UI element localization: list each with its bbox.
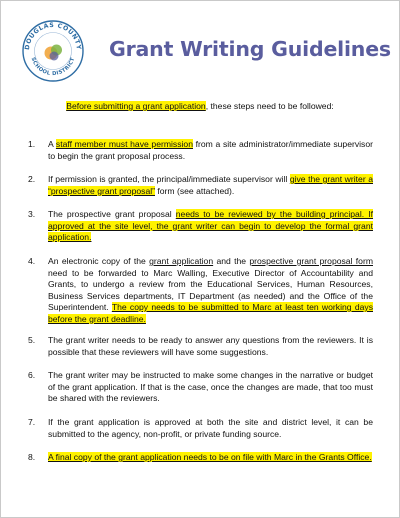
step-number: 6.: [28, 370, 36, 380]
step-segment: If permission is granted, the principal/immediate supervisor will: [48, 174, 290, 184]
intro-line: [21, 101, 379, 111]
step-number: 8.: [28, 452, 36, 462]
step-segment-highlight: staff member must have permission: [55, 139, 193, 149]
step-number: 1.: [28, 139, 36, 149]
logo-lower-text: SCHOOL DISTRICT: [29, 56, 77, 78]
step-number: 5.: [28, 335, 36, 345]
step-segment-underlined: grant application: [149, 256, 214, 266]
step-segment: An electronic copy of the: [48, 256, 150, 266]
step-number: 2.: [28, 174, 36, 184]
step-text: [48, 335, 373, 358]
step-segment: The grant writer may be instructed to make some changes in the narrative or budget of the grant application. If that is the case, once the changes are made, that too must be shared with the reviewers.: [48, 370, 373, 403]
step-segment: If the grant application is approved at both the site and district level, it can be submitted to the agency, non-profit, or private funding source.: [48, 417, 373, 439]
step-segment-highlight: The copy needs to be submitted to Marc at least ten working days before the grant deadline.: [48, 302, 373, 324]
step-number: 4.: [28, 256, 36, 266]
step-text: [48, 174, 373, 197]
step-segment: The prospective grant proposal: [48, 209, 176, 219]
page-title: Grant Writing Guidelines: [109, 37, 391, 61]
step-segment: and the: [213, 256, 250, 266]
step-segment: from a site administrator/immediate supervisor to begin the grant proposal process.: [48, 139, 373, 161]
step-text: [48, 139, 373, 162]
step-number: 7.: [28, 417, 36, 427]
step-segment-highlight: A final copy of the grant application needs to be on file with Marc in the Grants Office.: [48, 452, 372, 462]
step-text: [48, 452, 373, 464]
step-text: [48, 417, 373, 440]
step-text: [48, 256, 373, 325]
step-segment: The grant writer needs to be ready to answer any questions from the reviewers. It is possible that these reviewers will have some suggestions.: [48, 335, 373, 357]
step-segment: need to be forwarded to Marc Walling, Executive Director of Accountability and Grants, to undergo a review from the Educational Services, Human Resources, Business Services departments, IT Department (as needed) and the Office of the Superintendent.: [48, 267, 373, 312]
step-segment-highlight: needs to be reviewed by the building principal. If approved at the site level, the grant writer can begin to develop the formal grant application.: [48, 209, 374, 242]
step-segment-highlight: give the grant writer a “prospective grant proposal”: [48, 174, 373, 196]
step-number: 3.: [28, 209, 36, 219]
district-logo: [21, 19, 85, 83]
step-segment: form (see attached).: [155, 185, 235, 196]
logo-arc-text: DOUGLAS COUNTY: [23, 21, 83, 51]
intro-highlight: Before submitting a grant application: [66, 101, 206, 111]
step-text: [48, 370, 373, 405]
step-segment: A: [48, 139, 56, 149]
step-segment-underlined: prospective grant proposal form: [249, 256, 373, 266]
intro-rest: , these steps need to be followed:: [205, 101, 334, 111]
step-text: [48, 209, 373, 244]
